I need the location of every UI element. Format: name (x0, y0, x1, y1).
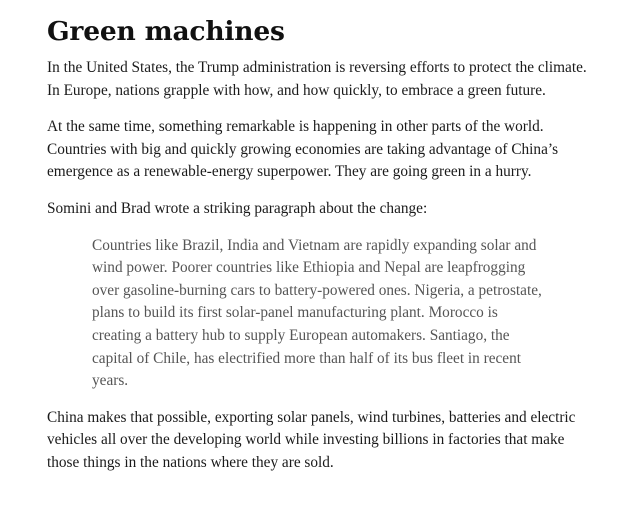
article-paragraph: At the same time, something remarkable is happening in other parts of the world. Countries with big and quickly growing economies are taking advantage of China’s emergence as a renewable-energy superpower. They are going green in a hurry. (47, 118, 559, 181)
article-headline: Green machines (47, 16, 285, 47)
article-paragraph: China makes that possible, exporting solar panels, wind turbines, batteries and electric vehicles all over the developing world while investing billions in factories that make those things in the nations where they are sold. (47, 408, 576, 471)
article-paragraph: In the United States, the Trump administration is reversing efforts to protect the climate. In Europe, nations grapple with how, and how quickly, to embrace a green future. (47, 59, 587, 99)
article-paragraph: Somini and Brad wrote a striking paragraph about the change: (47, 199, 428, 217)
article (47, 14, 595, 489)
article-blockquote: Countries like Brazil, India and Vietnam are rapidly expanding solar and wind power. Poorer countries like Ethiopia and Nepal are leapfrogging over gasoline-burning cars to battery-powered ones. Nigeria, a petrostate, plans to build its first solar-panel manufacturing plant. Morocco is creating a battery hub to supply European automakers. Santiago, the capital of Chile, has electrified more than half of its bus fleet in recent years. (92, 236, 542, 390)
